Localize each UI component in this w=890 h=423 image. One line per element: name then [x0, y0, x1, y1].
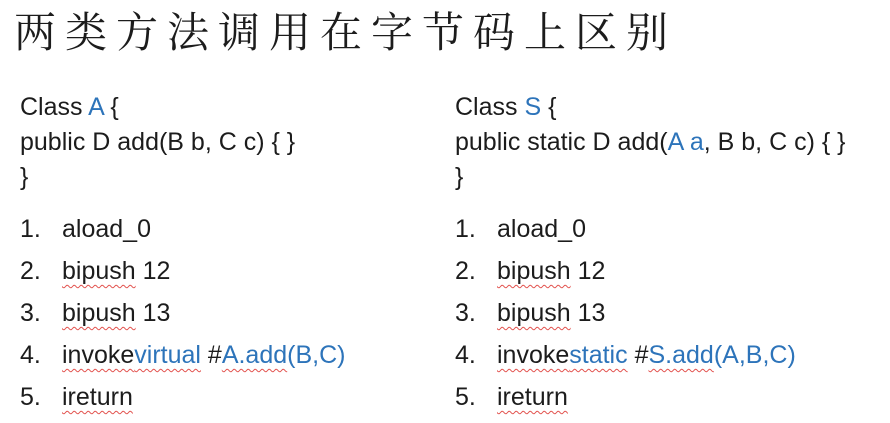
- item-number: 2.: [455, 257, 476, 285]
- bytecode-item: [455, 208, 890, 250]
- column-instance-method: [20, 90, 455, 418]
- bytecode-item: [20, 334, 455, 376]
- bytecode-item: [20, 208, 455, 250]
- code-segment: 12: [135, 257, 171, 285]
- bytecode-item: [455, 334, 890, 376]
- item-text: [497, 292, 605, 334]
- code-segment: }: [455, 163, 464, 191]
- item-text: [62, 250, 170, 292]
- bytecode-item: [20, 250, 455, 292]
- code-segment: bipush: [497, 299, 571, 327]
- code-segment: S: [524, 93, 542, 121]
- item-text: [497, 250, 605, 292]
- bytecode-item: [455, 250, 890, 292]
- code-segment: 12: [570, 257, 606, 285]
- code-segment: virtual: [134, 341, 201, 369]
- code-segment: A: [88, 93, 104, 121]
- code-segment: 13: [135, 299, 171, 327]
- item-number: 4.: [20, 341, 41, 369]
- item-text: [62, 292, 170, 334]
- code-segment: {: [103, 93, 119, 121]
- item-number: 3.: [455, 299, 476, 327]
- code-segment: bipush: [62, 257, 136, 285]
- item-text: [62, 334, 345, 376]
- item-text: [497, 376, 568, 418]
- code-segment: ireturn: [62, 383, 133, 411]
- code-segment: Class: [455, 93, 525, 121]
- code-segment: aload_0: [497, 215, 586, 243]
- bytecode-list: [20, 208, 455, 418]
- item-text: [62, 376, 133, 418]
- item-number: 3.: [20, 299, 41, 327]
- item-number: 1.: [455, 215, 476, 243]
- class-declaration: [20, 90, 455, 195]
- code-line: [455, 90, 890, 125]
- item-text: [62, 208, 151, 250]
- code-segment: invoke: [62, 341, 135, 369]
- code-line: [20, 90, 455, 125]
- code-segment: 13: [570, 299, 606, 327]
- item-text: [497, 334, 796, 376]
- code-line: [455, 125, 890, 160]
- page-title: 两类方法调用在字节码上区别: [14, 9, 678, 56]
- bytecode-item: [20, 292, 455, 334]
- code-segment: (A,B,C): [713, 341, 796, 369]
- code-segment: invoke: [497, 341, 570, 369]
- code-segment: A.add: [221, 341, 288, 369]
- code-segment: #: [200, 341, 222, 369]
- item-number: 5.: [20, 383, 41, 411]
- code-segment: {: [541, 93, 557, 121]
- code-line: [20, 160, 455, 195]
- column-static-method: [455, 90, 890, 418]
- code-segment: bipush: [62, 299, 136, 327]
- code-segment: A a: [667, 128, 704, 156]
- item-number: 4.: [455, 341, 476, 369]
- item-number: 5.: [455, 383, 476, 411]
- bytecode-list: [455, 208, 890, 418]
- class-declaration: [455, 90, 890, 195]
- code-segment: ireturn: [497, 383, 568, 411]
- code-segment: (B,C): [287, 341, 346, 369]
- code-line: [455, 160, 890, 195]
- code-segment: static: [569, 341, 628, 369]
- item-text: [497, 208, 586, 250]
- code-segment: bipush: [497, 257, 571, 285]
- bytecode-item: [20, 376, 455, 418]
- code-segment: public D add(B b, C c) { }: [20, 128, 296, 156]
- code-segment: , B b, C c) { }: [703, 128, 846, 156]
- code-segment: }: [20, 163, 29, 191]
- code-segment: aload_0: [62, 215, 151, 243]
- bytecode-item: [455, 376, 890, 418]
- code-segment: #: [627, 341, 649, 369]
- code-segment: S.add: [648, 341, 714, 369]
- code-segment: public static D add(: [455, 128, 668, 156]
- code-segment: Class: [20, 93, 89, 121]
- item-number: 1.: [20, 215, 41, 243]
- item-number: 2.: [20, 257, 41, 285]
- bytecode-item: [455, 292, 890, 334]
- code-line: [20, 125, 455, 160]
